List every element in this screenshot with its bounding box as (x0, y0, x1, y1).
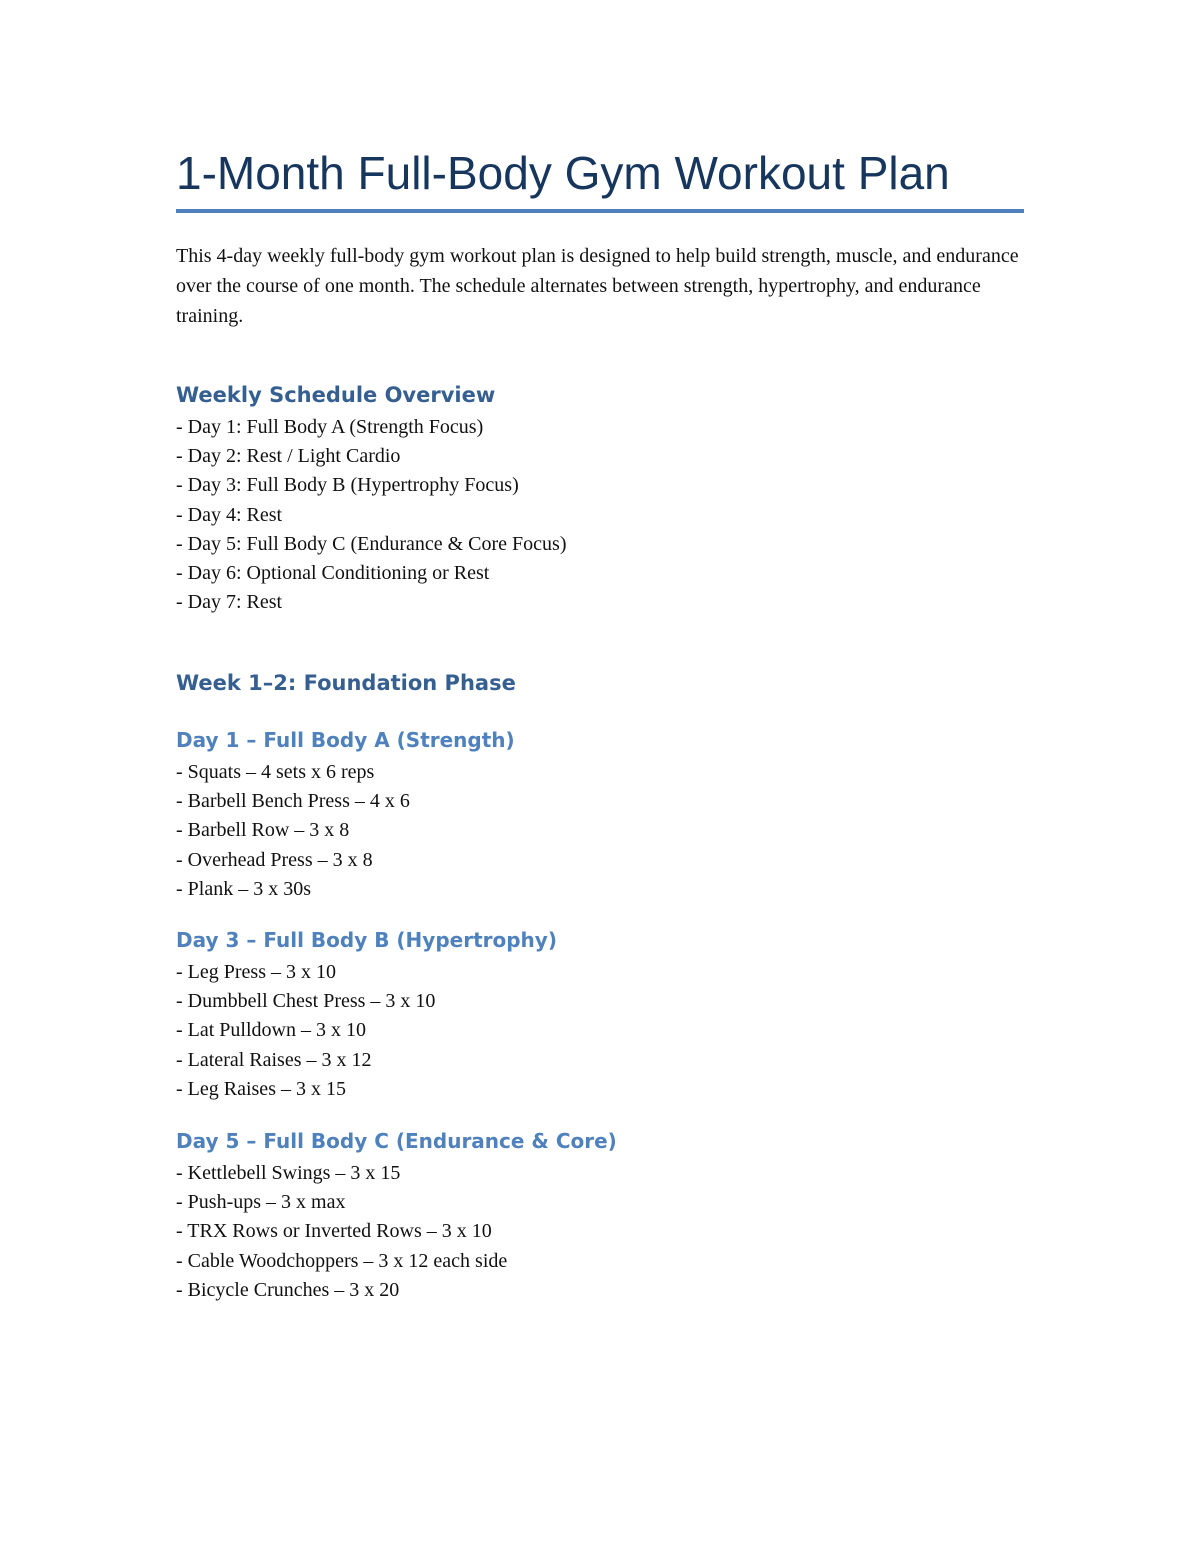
day1-exercise-list (176, 758, 1026, 904)
list-item: - Bicycle Crunches – 3 x 20 (176, 1278, 400, 1301)
weekly-overview-heading: Weekly Schedule Overview (176, 383, 496, 407)
list-item: - Lateral Raises – 3 x 12 (176, 1048, 372, 1071)
day5-exercise-list (176, 1159, 1026, 1305)
foundation-phase-section (176, 668, 1026, 698)
list-item: - Day 1: Full Body A (Strength Focus) (176, 416, 484, 438)
list-item: - Push-ups – 3 x max (176, 1191, 346, 1214)
list-item: - Leg Press – 3 x 10 (176, 961, 336, 983)
title-underline-rule (176, 209, 1024, 213)
list-item: - Day 5: Full Body C (Endurance & Core Focus) (176, 532, 567, 555)
list-item: - Day 2: Rest / Light Cardio (176, 445, 401, 468)
list-item: - Barbell Row – 3 x 8 (176, 819, 350, 842)
day5-heading: Day 5 – Full Body C (Endurance & Core) (176, 1129, 617, 1153)
list-item: - Overhead Press – 3 x 8 (176, 848, 373, 871)
list-item: - Squats – 4 sets x 6 reps (176, 761, 375, 783)
list-item: - Kettlebell Swings – 3 x 15 (176, 1162, 401, 1184)
intro-paragraph: This 4-day weekly full-body gym workout plan is designed to help build strength, muscle, and endurance over the course of one month. The schedule alternates between strength, hypertrophy, and endurance training. (176, 245, 1019, 327)
list-item: - Cable Woodchoppers – 3 x 12 each side (176, 1249, 508, 1272)
day3-section (176, 925, 1026, 1104)
document-title: 1-Month Full-Body Gym Workout Plan (176, 147, 950, 199)
weekly-overview-section (176, 380, 1026, 617)
list-item: - TRX Rows or Inverted Rows – 3 x 10 (176, 1220, 492, 1243)
day1-heading: Day 1 – Full Body A (Strength) (176, 728, 515, 752)
list-item: - Day 6: Optional Conditioning or Rest (176, 562, 490, 585)
list-item: - Lat Pulldown – 3 x 10 (176, 1019, 366, 1042)
list-item: - Day 7: Rest (176, 591, 283, 614)
phase-heading: Week 1–2: Foundation Phase (176, 671, 516, 695)
day3-exercise-list (176, 958, 1026, 1104)
list-item: - Plank – 3 x 30s (176, 877, 311, 900)
day5-section (176, 1126, 1026, 1305)
list-item: - Day 4: Rest (176, 503, 283, 526)
day1-section (176, 725, 1026, 904)
list-item: - Leg Raises – 3 x 15 (176, 1077, 346, 1100)
list-item: - Barbell Bench Press – 4 x 6 (176, 790, 410, 813)
list-item: - Day 3: Full Body B (Hypertrophy Focus) (176, 474, 519, 497)
day3-heading: Day 3 – Full Body B (Hypertrophy) (176, 928, 557, 952)
list-item: - Dumbbell Chest Press – 3 x 10 (176, 990, 436, 1013)
weekly-overview-list (176, 413, 1026, 617)
